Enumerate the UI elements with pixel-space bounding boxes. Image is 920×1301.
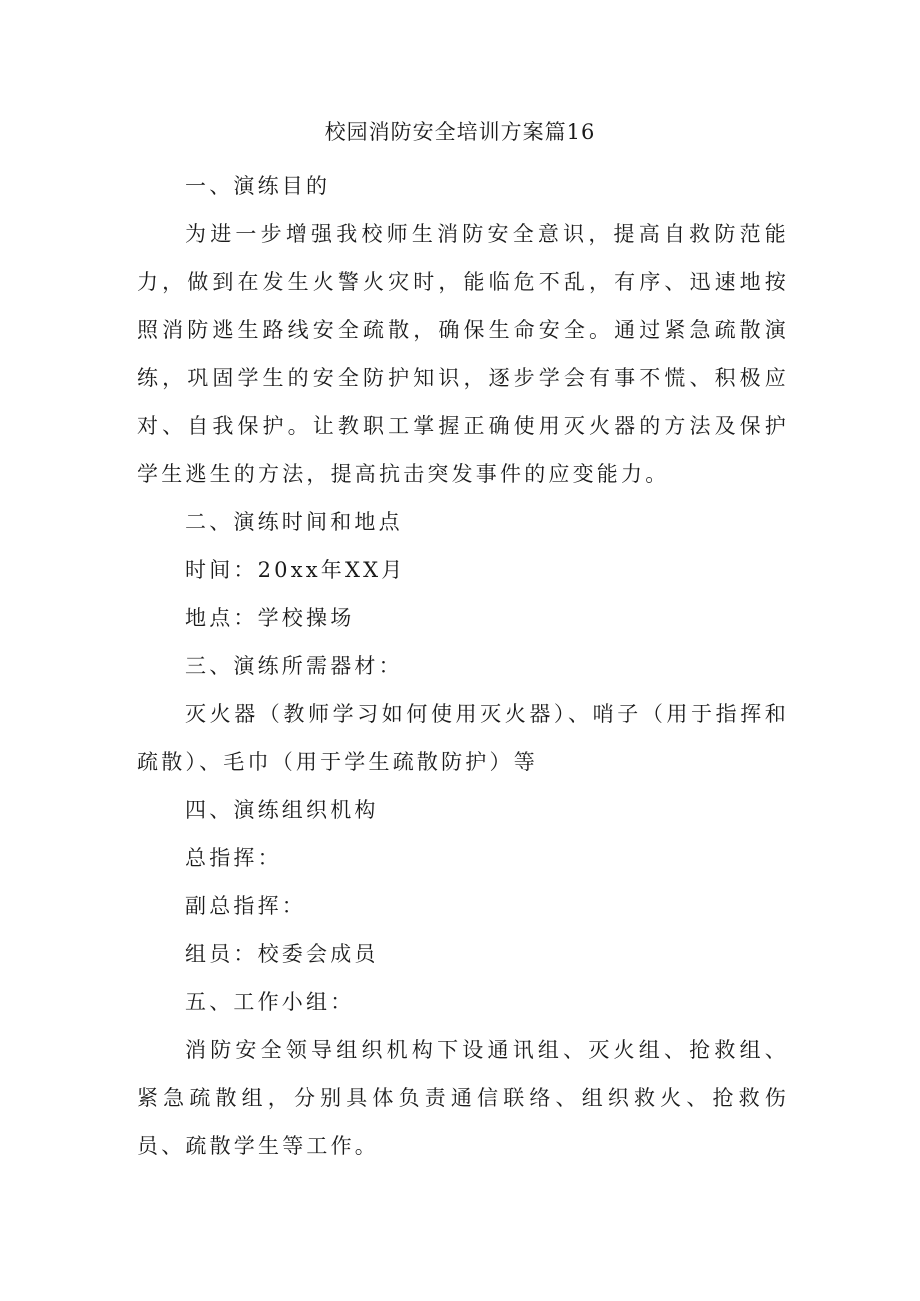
line-deputy-commander: 副总指挥： bbox=[185, 894, 306, 918]
document-body bbox=[137, 162, 789, 1170]
paragraph-equipment: 灭火器（教师学习如何使用灭火器）、哨子（用于指挥和疏散）、毛巾（用于学生疏散防护）等 bbox=[137, 702, 789, 774]
section-heading-work-groups: 五、工作小组： bbox=[185, 990, 355, 1014]
section-heading-time-place: 二、演练时间和地点 bbox=[185, 510, 403, 534]
paragraph-work-groups: 消防安全领导组织机构下设通讯组、灭火组、抢救组、紧急疏散组，分别具体负责通信联络、组织救火、抢救伤员、疏散学生等工作。 bbox=[137, 1038, 789, 1158]
line-members: 组员：校委会成员 bbox=[185, 942, 379, 966]
line-time: 时间：20xx年XX月 bbox=[185, 558, 406, 582]
line-place: 地点：学校操场 bbox=[185, 606, 355, 630]
section-heading-purpose: 一、演练目的 bbox=[185, 174, 331, 198]
section-heading-organization: 四、演练组织机构 bbox=[185, 798, 379, 822]
section-heading-equipment: 三、演练所需器材： bbox=[185, 654, 403, 678]
document-title: 校园消防安全培训方案篇16 bbox=[324, 120, 596, 144]
paragraph-purpose: 为进一步增强我校师生消防安全意识，提高自救防范能力，做到在发生火警火灾时，能临危不乱，有序、迅速地按照消防逃生路线安全疏散，确保生命安全。通过紧急疏散演练，巩固学生的安全防护知识，逐步学会有事不慌、积极应对、自我保护。让教职工掌握正确使用灭火器的方法及保护学生逃生的方法，提高抗击突发事件的应变能力。 bbox=[137, 222, 789, 486]
line-commander: 总指挥： bbox=[185, 846, 282, 870]
